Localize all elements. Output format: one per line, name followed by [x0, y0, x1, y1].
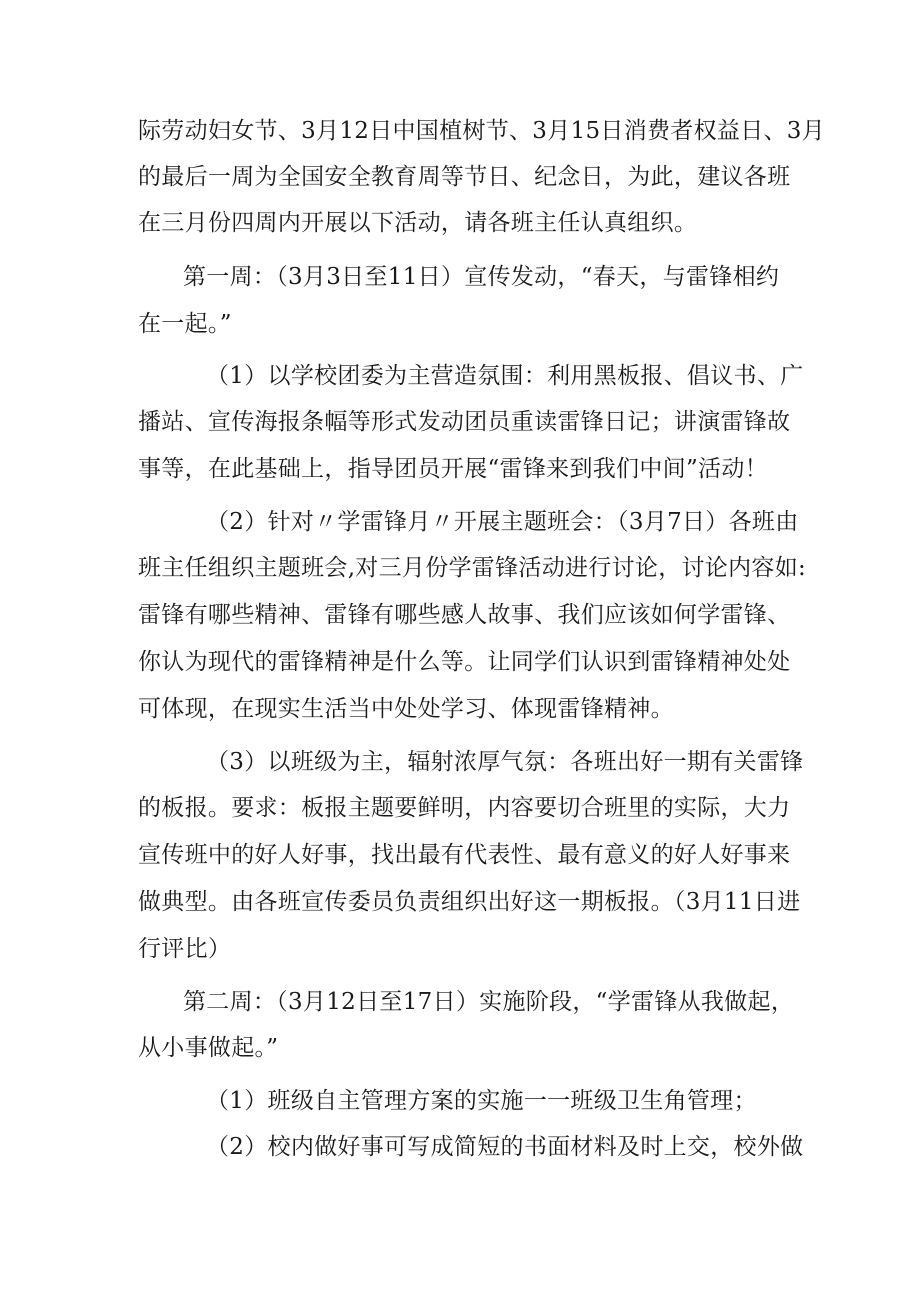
paragraph-line: 播站、宣传海报条幅等形式发动团员重读雷锋日记；讲演雷锋故: [138, 409, 791, 435]
paragraph-line: 做典型。由各班宣传委员负责组织出好这一期板报。（3月11日进: [138, 889, 801, 915]
paragraph-line: 从小事做起。”: [138, 1035, 279, 1061]
paragraph-line: 在一起。”: [138, 311, 232, 337]
paragraph-line: 事等，在此基础上，指导团员开展“雷锋来到我们中间”活动！: [138, 456, 768, 482]
paragraph-line: 的最后一周为全国安全教育周等节日、纪念日，为此，建议各班: [138, 164, 791, 190]
paragraph-line: 际劳动妇女节、3月12日中国植树节、3月15日消费者权益日、3月: [138, 118, 826, 144]
paragraph-line: 雷锋有哪些精神、雷锋有哪些感人故事、我们应该如何学雷锋、: [138, 602, 791, 628]
paragraph-line: 可体现，在现实生活当中处处学习、体现雷锋精神。: [138, 696, 674, 722]
list-item-2: （2）针对〃学雷锋月〃开展主题班会：（3月7日）各班由: [206, 509, 799, 535]
list-item-3: （3）以班级为主，辐射浓厚气氛：各班出好一期有关雷锋: [206, 749, 804, 775]
section-heading-week-2: 第二周：（3月12日至17日）实施阶段，“学雷锋从我做起，: [183, 989, 795, 1015]
paragraph-line: 的板报。要求：板报主题要鲜明，内容要切合班里的实际，大力: [138, 795, 791, 821]
paragraph-line: 在三月份四周内开展以下活动，请各班主任认真组织。: [138, 210, 698, 236]
paragraph-line: 你认为现代的雷锋精神是什么等。让同学们认识到雷锋精神处处: [138, 649, 791, 675]
list-item-1: （1）以学校团委为主营造氛围：利用黑板报、倡议书、广: [206, 363, 804, 389]
paragraph-line: 班主任组织主题班会,对三月份学雷锋活动进行讨论，讨论内容如:: [138, 555, 807, 581]
paragraph-line: 宣传班中的好人好事，找出最有代表性、最有意义的好人好事来: [138, 842, 791, 868]
list-item-2: （2）校内做好事可写成简短的书面材料及时上交，校外做: [206, 1134, 804, 1160]
paragraph-line: 行评比）: [138, 936, 232, 962]
section-heading-week-1: 第一周：（3月3日至11日）宣传发动，“春天，与雷锋相约: [183, 264, 780, 290]
list-item-1: （1）班级自主管理方案的实施一一班级卫生角管理；: [206, 1088, 757, 1114]
